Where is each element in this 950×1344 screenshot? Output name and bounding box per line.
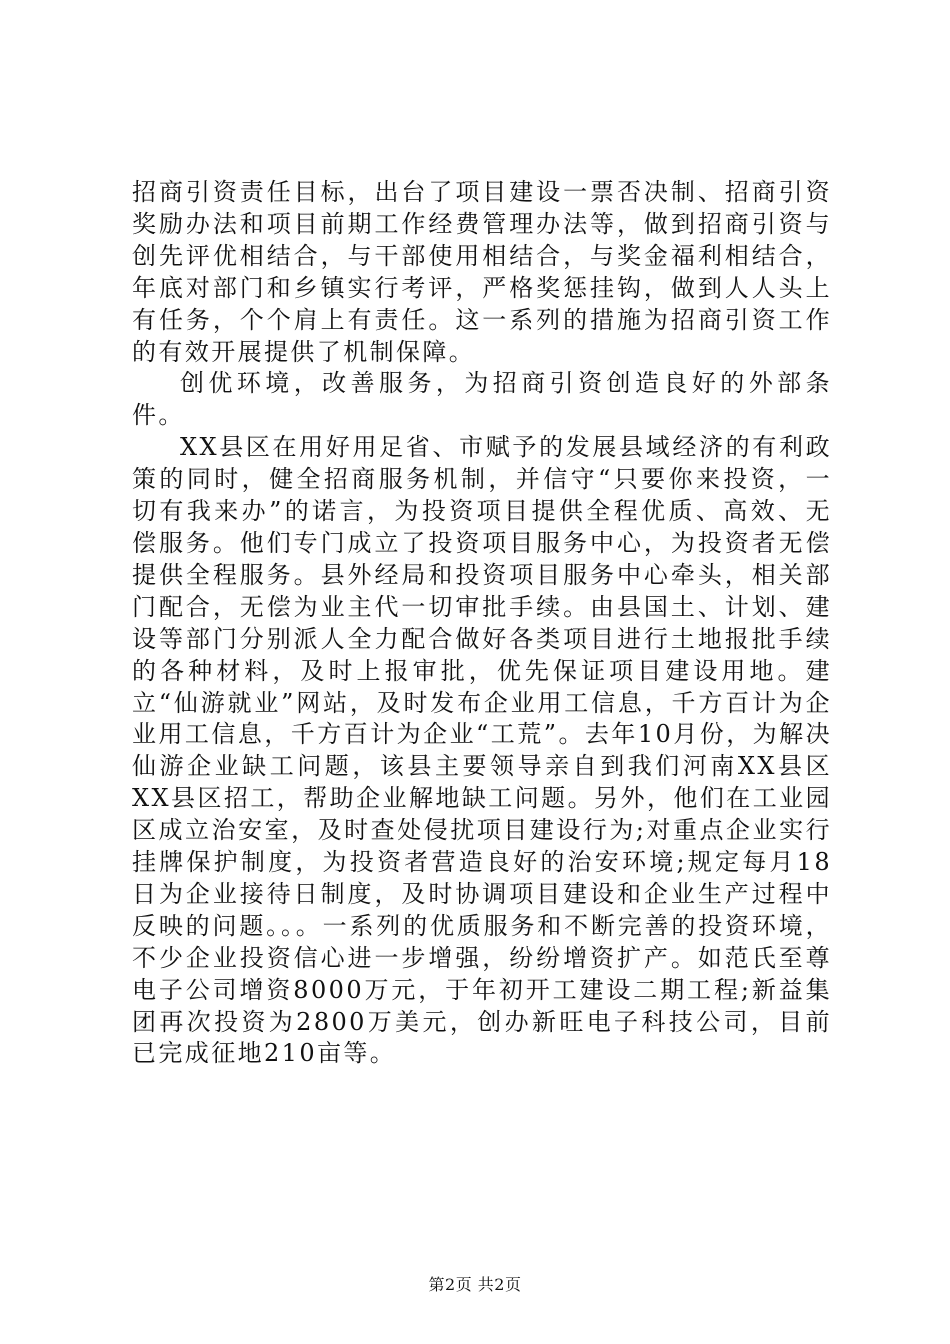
paragraph-responsibility: 招商引资责任目标，出台了项目建设一票否决制、招商引资奖励办法和项目前期工作经费管理办法等，做到招商引资与创先评优相结合，与干部使用相结合，与奖金福利相结合，年底对部门和乡镇实行考评，严格奖惩挂钩，做到人人头上有任务，个个肩上有责任。这一系列的措施为招商引资工作的有效开展提供了机制保障。: [132, 178, 832, 366]
paragraph-service-details: XX县区在用好用足省、市赋予的发展县域经济的有利政策的同时，健全招商服务机制，并信守“只要你来投资，一切有我来办”的诺言，为投资项目提供全程优质、高效、无偿服务。他们专门成立了投资项目服务中心，为投资者无偿提供全程服务。县外经局和投资项目服务中心牵头，相关部门配合，无偿为业主代一切审批手续。由县国土、计划、建设等部门分别派人全力配合做好各类项目进行土地报批手续的各种材料，及时上报审批，优先保证项目建设用地。建立“仙游就业”网站，及时发布企业用工信息，千方百计为企业用工信息，千方百计为企业“工荒”。去年10月份，为解决仙游企业缺工问题，该县主要领导亲自到我们河南XX县区XX县区招工，帮助企业解地缺工问题。另外，他们在工业园区成立治安室，及时查处侵扰项目建设行为;对重点企业实行挂牌保护制度，为投资者营造良好的治安环境;规定每月18日为企业接待日制度，及时协调项目建设和企业生产过程中反映的问题。。。一系列的优质服务和不断完善的投资环境，不少企业投资信心进一步增强，纷纷增资扩产。如范氏至尊电子公司增资8000万元，于年初开工建设二期工程;新益集团再次投资为2800万美元，创办新旺电子科技公司，目前已完成征地210亩等。: [132, 433, 832, 1068]
document-body: [132, 177, 832, 1070]
paragraph-environment-heading: 创优环境，改善服务，为招商引资创造良好的外部条件。: [132, 369, 832, 430]
page-footer: 第2页 共2页: [428, 1275, 522, 1294]
